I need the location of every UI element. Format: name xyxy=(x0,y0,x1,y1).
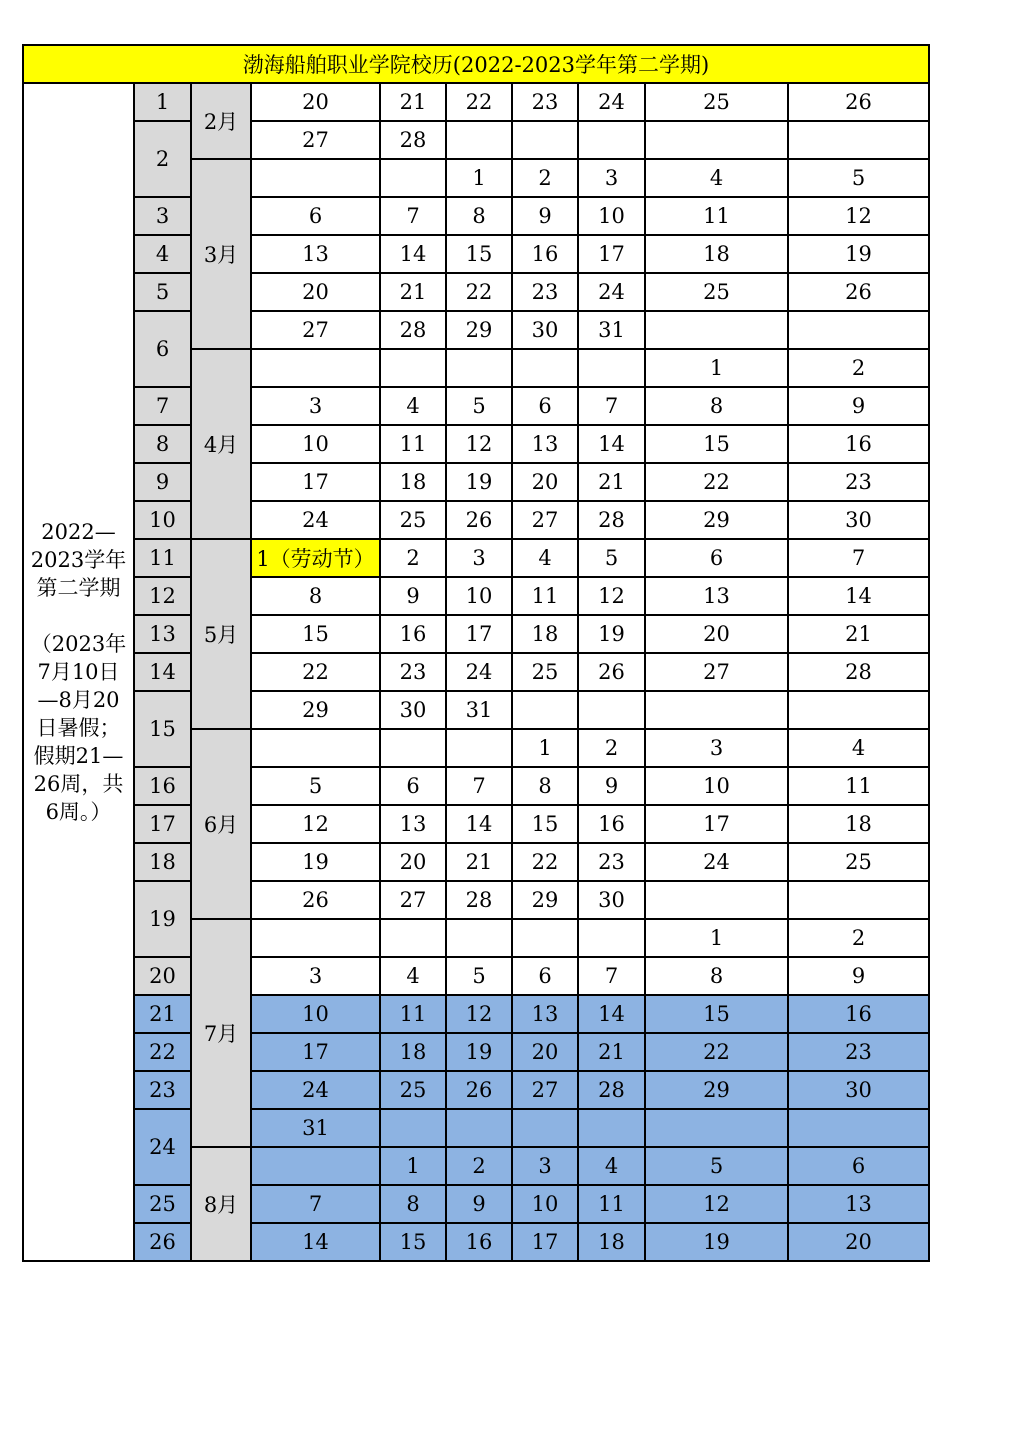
date-cell: 9 xyxy=(446,1185,512,1223)
date-cell: 15 xyxy=(380,1223,446,1261)
week-number: 11 xyxy=(134,539,191,577)
week-number: 21 xyxy=(134,995,191,1033)
week-number: 23 xyxy=(134,1071,191,1109)
weekend-date-cell: 2 xyxy=(788,349,929,387)
date-cell: 8 xyxy=(512,767,578,805)
weekend-date-cell xyxy=(788,121,929,159)
date-cell: 14 xyxy=(578,995,645,1033)
date-cell xyxy=(251,919,380,957)
calendar-title: 渤海船舶职业学院校历(2022-2023学年第二学期) xyxy=(23,45,929,83)
date-cell: 30 xyxy=(578,881,645,919)
date-cell: 22 xyxy=(251,653,380,691)
calendar-row xyxy=(23,1033,929,1071)
date-cell: 1 xyxy=(380,1147,446,1185)
weekend-date-cell: 25 xyxy=(788,843,929,881)
date-cell: 17 xyxy=(251,1033,380,1071)
date-cell: 13 xyxy=(512,995,578,1033)
date-cell xyxy=(380,919,446,957)
weekend-date-cell: 6 xyxy=(645,539,788,577)
week-number: 3 xyxy=(134,197,191,235)
weekend-date-cell: 13 xyxy=(788,1185,929,1223)
weekend-date-cell: 21 xyxy=(788,615,929,653)
week-number: 8 xyxy=(134,425,191,463)
date-cell: 10 xyxy=(446,577,512,615)
date-cell: 17 xyxy=(578,235,645,273)
weekend-date-cell: 18 xyxy=(788,805,929,843)
date-cell: 27 xyxy=(512,501,578,539)
date-cell: 25 xyxy=(512,653,578,691)
date-cell xyxy=(380,1109,446,1147)
date-cell: 26 xyxy=(446,501,512,539)
weekend-date-cell: 26 xyxy=(788,83,929,121)
calendar-row xyxy=(23,957,929,995)
week-number: 10 xyxy=(134,501,191,539)
date-cell: 6 xyxy=(380,767,446,805)
date-cell: 24 xyxy=(251,1071,380,1109)
weekend-date-cell: 12 xyxy=(645,1185,788,1223)
date-cell: 17 xyxy=(251,463,380,501)
calendar-row xyxy=(23,197,929,235)
week-number: 2 xyxy=(134,121,191,197)
week-number: 4 xyxy=(134,235,191,273)
date-cell: 19 xyxy=(251,843,380,881)
weekend-date-cell: 20 xyxy=(788,1223,929,1261)
date-cell: 10 xyxy=(578,197,645,235)
holiday-cell: 1（劳动节） xyxy=(251,539,380,577)
calendar-row xyxy=(23,1071,929,1109)
weekend-date-cell: 25 xyxy=(645,83,788,121)
date-cell: 19 xyxy=(578,615,645,653)
calendar-row xyxy=(23,881,929,919)
date-cell: 12 xyxy=(251,805,380,843)
weekend-date-cell: 23 xyxy=(788,463,929,501)
semester-note-line: （2023年 xyxy=(30,632,127,656)
date-cell xyxy=(251,1147,380,1185)
date-cell xyxy=(251,729,380,767)
date-cell: 21 xyxy=(578,463,645,501)
semester-note-line: —8月20 xyxy=(37,688,120,712)
month-label: 3月 xyxy=(191,159,251,349)
weekend-date-cell: 19 xyxy=(788,235,929,273)
date-cell: 28 xyxy=(380,311,446,349)
date-cell: 28 xyxy=(578,1071,645,1109)
date-cell: 9 xyxy=(578,767,645,805)
week-number: 16 xyxy=(134,767,191,805)
date-cell: 29 xyxy=(251,691,380,729)
date-cell: 18 xyxy=(380,463,446,501)
weekend-date-cell xyxy=(645,121,788,159)
semester-note-line: 日暑假； xyxy=(36,716,121,740)
school-calendar-table xyxy=(22,44,930,1262)
date-cell: 24 xyxy=(578,273,645,311)
calendar-row xyxy=(23,273,929,311)
date-cell: 16 xyxy=(380,615,446,653)
weekend-date-cell xyxy=(788,311,929,349)
weekend-date-cell: 20 xyxy=(645,615,788,653)
date-cell: 14 xyxy=(380,235,446,273)
date-cell: 3 xyxy=(251,387,380,425)
date-cell: 10 xyxy=(251,425,380,463)
date-cell: 24 xyxy=(251,501,380,539)
weekend-date-cell: 26 xyxy=(788,273,929,311)
weekend-date-cell: 10 xyxy=(645,767,788,805)
weekend-date-cell: 7 xyxy=(788,539,929,577)
date-cell: 22 xyxy=(446,273,512,311)
week-number: 6 xyxy=(134,311,191,387)
date-cell: 21 xyxy=(446,843,512,881)
date-cell: 2 xyxy=(512,159,578,197)
date-cell: 25 xyxy=(380,1071,446,1109)
weekend-date-cell: 15 xyxy=(645,425,788,463)
date-cell: 6 xyxy=(251,197,380,235)
date-cell: 7 xyxy=(578,957,645,995)
date-cell: 26 xyxy=(578,653,645,691)
week-number: 25 xyxy=(134,1185,191,1223)
weekend-date-cell: 15 xyxy=(645,995,788,1033)
date-cell xyxy=(512,919,578,957)
weekend-date-cell: 23 xyxy=(788,1033,929,1071)
date-cell xyxy=(578,691,645,729)
date-cell: 23 xyxy=(512,273,578,311)
date-cell: 9 xyxy=(380,577,446,615)
calendar-row xyxy=(23,691,929,729)
date-cell: 3 xyxy=(251,957,380,995)
date-cell: 10 xyxy=(512,1185,578,1223)
weekend-date-cell xyxy=(645,311,788,349)
date-cell: 14 xyxy=(251,1223,380,1261)
semester-note-line: 6周。） xyxy=(45,800,112,824)
semester-note-line: 2022— xyxy=(41,520,116,544)
date-cell: 2 xyxy=(446,1147,512,1185)
calendar-row xyxy=(23,843,929,881)
weekend-date-cell: 29 xyxy=(645,501,788,539)
weekend-date-cell: 11 xyxy=(788,767,929,805)
date-cell: 12 xyxy=(446,425,512,463)
semester-note-line: 26周，共 xyxy=(33,772,124,796)
week-number: 13 xyxy=(134,615,191,653)
weekend-date-cell xyxy=(788,691,929,729)
date-cell: 13 xyxy=(380,805,446,843)
week-number: 12 xyxy=(134,577,191,615)
date-cell: 27 xyxy=(251,121,380,159)
weekend-date-cell: 29 xyxy=(645,1071,788,1109)
date-cell: 26 xyxy=(446,1071,512,1109)
semester-note-line: 2023学年 xyxy=(30,548,127,572)
date-cell: 18 xyxy=(578,1223,645,1261)
calendar-row xyxy=(23,577,929,615)
date-cell: 7 xyxy=(380,197,446,235)
date-cell: 13 xyxy=(251,235,380,273)
weekend-date-cell: 4 xyxy=(788,729,929,767)
date-cell: 2 xyxy=(578,729,645,767)
weekend-date-cell xyxy=(788,881,929,919)
date-cell: 14 xyxy=(578,425,645,463)
date-cell xyxy=(512,1109,578,1147)
date-cell: 26 xyxy=(251,881,380,919)
week-number: 1 xyxy=(134,83,191,121)
date-cell: 5 xyxy=(446,957,512,995)
date-cell: 28 xyxy=(380,121,446,159)
date-cell: 1 xyxy=(512,729,578,767)
weekend-date-cell: 22 xyxy=(645,463,788,501)
week-number: 7 xyxy=(134,387,191,425)
calendar-row xyxy=(23,387,929,425)
date-cell: 13 xyxy=(512,425,578,463)
semester-note-line: 第二学期 xyxy=(36,576,121,600)
date-cell: 11 xyxy=(380,995,446,1033)
date-cell xyxy=(251,349,380,387)
date-cell xyxy=(380,729,446,767)
date-cell: 16 xyxy=(578,805,645,843)
date-cell: 4 xyxy=(512,539,578,577)
date-cell: 5 xyxy=(578,539,645,577)
date-cell xyxy=(446,121,512,159)
date-cell: 29 xyxy=(446,311,512,349)
weekend-date-cell xyxy=(788,1109,929,1147)
weekend-date-cell: 14 xyxy=(788,577,929,615)
date-cell xyxy=(512,691,578,729)
date-cell: 21 xyxy=(380,83,446,121)
date-cell: 15 xyxy=(251,615,380,653)
weekend-date-cell: 1 xyxy=(645,919,788,957)
date-cell: 4 xyxy=(380,387,446,425)
date-cell: 27 xyxy=(512,1071,578,1109)
month-label: 5月 xyxy=(191,539,251,729)
date-cell: 22 xyxy=(446,83,512,121)
weekend-date-cell: 27 xyxy=(645,653,788,691)
date-cell: 7 xyxy=(578,387,645,425)
date-cell: 31 xyxy=(446,691,512,729)
weekend-date-cell: 9 xyxy=(788,387,929,425)
week-number: 22 xyxy=(134,1033,191,1071)
week-number: 14 xyxy=(134,653,191,691)
calendar-row xyxy=(23,311,929,349)
date-cell: 7 xyxy=(446,767,512,805)
weekend-date-cell xyxy=(645,881,788,919)
weekend-date-cell: 30 xyxy=(788,501,929,539)
date-cell: 30 xyxy=(512,311,578,349)
weekend-date-cell: 6 xyxy=(788,1147,929,1185)
week-number: 24 xyxy=(134,1109,191,1185)
week-number: 15 xyxy=(134,691,191,767)
date-cell: 5 xyxy=(251,767,380,805)
calendar-row xyxy=(23,539,929,577)
month-label: 8月 xyxy=(191,1147,251,1261)
weekend-date-cell: 8 xyxy=(645,387,788,425)
weekend-date-cell: 2 xyxy=(788,919,929,957)
date-cell: 28 xyxy=(446,881,512,919)
calendar-row xyxy=(23,995,929,1033)
weekend-date-cell: 24 xyxy=(645,843,788,881)
date-cell xyxy=(512,121,578,159)
weekend-date-cell: 12 xyxy=(788,197,929,235)
date-cell xyxy=(578,121,645,159)
date-cell: 8 xyxy=(251,577,380,615)
date-cell: 16 xyxy=(512,235,578,273)
date-cell: 27 xyxy=(251,311,380,349)
date-cell: 3 xyxy=(578,159,645,197)
date-cell: 31 xyxy=(578,311,645,349)
date-cell: 18 xyxy=(380,1033,446,1071)
date-cell xyxy=(578,349,645,387)
weekend-date-cell: 5 xyxy=(645,1147,788,1185)
date-cell: 3 xyxy=(446,539,512,577)
spacer xyxy=(24,602,133,630)
date-cell: 16 xyxy=(446,1223,512,1261)
date-cell: 31 xyxy=(251,1109,380,1147)
date-cell: 3 xyxy=(512,1147,578,1185)
date-cell: 20 xyxy=(251,83,380,121)
date-cell: 24 xyxy=(446,653,512,691)
weekend-date-cell: 17 xyxy=(645,805,788,843)
calendar-row xyxy=(23,653,929,691)
calendar-row xyxy=(23,615,929,653)
date-cell xyxy=(446,1109,512,1147)
date-cell: 2 xyxy=(380,539,446,577)
weekend-date-cell: 16 xyxy=(788,425,929,463)
month-label: 4月 xyxy=(191,349,251,539)
weekend-date-cell: 8 xyxy=(645,957,788,995)
date-cell: 15 xyxy=(446,235,512,273)
week-number: 9 xyxy=(134,463,191,501)
date-cell: 10 xyxy=(251,995,380,1033)
weekend-date-cell: 5 xyxy=(788,159,929,197)
semester-note xyxy=(23,83,134,1261)
date-cell: 23 xyxy=(578,843,645,881)
calendar-row xyxy=(23,83,929,121)
weekend-date-cell xyxy=(645,1109,788,1147)
weekend-date-cell: 18 xyxy=(645,235,788,273)
calendar-row xyxy=(23,235,929,273)
date-cell: 8 xyxy=(380,1185,446,1223)
week-number: 19 xyxy=(134,881,191,957)
weekend-date-cell: 3 xyxy=(645,729,788,767)
date-cell: 17 xyxy=(446,615,512,653)
date-cell xyxy=(578,1109,645,1147)
calendar-row xyxy=(23,1185,929,1223)
date-cell: 9 xyxy=(512,197,578,235)
week-number: 17 xyxy=(134,805,191,843)
date-cell: 19 xyxy=(446,1033,512,1071)
date-cell xyxy=(380,159,446,197)
date-cell: 20 xyxy=(251,273,380,311)
date-cell: 1 xyxy=(446,159,512,197)
date-cell xyxy=(446,919,512,957)
date-cell: 21 xyxy=(578,1033,645,1071)
date-cell: 24 xyxy=(578,83,645,121)
date-cell: 25 xyxy=(380,501,446,539)
date-cell: 20 xyxy=(512,1033,578,1071)
calendar-row xyxy=(23,501,929,539)
month-label: 6月 xyxy=(191,729,251,919)
week-number: 20 xyxy=(134,957,191,995)
semester-note-line: 7月10日 xyxy=(37,660,120,684)
date-cell: 19 xyxy=(446,463,512,501)
weekend-date-cell xyxy=(645,691,788,729)
date-cell: 22 xyxy=(512,843,578,881)
calendar-row xyxy=(23,767,929,805)
weekend-date-cell: 13 xyxy=(645,577,788,615)
date-cell xyxy=(380,349,446,387)
calendar-row xyxy=(23,1223,929,1261)
date-cell: 21 xyxy=(380,273,446,311)
calendar-row xyxy=(23,425,929,463)
date-cell: 17 xyxy=(512,1223,578,1261)
weekend-date-cell: 4 xyxy=(645,159,788,197)
weekend-date-cell: 1 xyxy=(645,349,788,387)
date-cell: 4 xyxy=(380,957,446,995)
date-cell: 8 xyxy=(446,197,512,235)
week-number: 5 xyxy=(134,273,191,311)
date-cell xyxy=(578,919,645,957)
date-cell: 15 xyxy=(512,805,578,843)
week-number: 26 xyxy=(134,1223,191,1261)
calendar-row xyxy=(23,805,929,843)
date-cell: 23 xyxy=(512,83,578,121)
month-label: 2月 xyxy=(191,83,251,159)
weekend-date-cell: 30 xyxy=(788,1071,929,1109)
date-cell xyxy=(251,159,380,197)
date-cell: 18 xyxy=(512,615,578,653)
calendar-row xyxy=(23,121,929,159)
date-cell: 14 xyxy=(446,805,512,843)
date-cell: 6 xyxy=(512,387,578,425)
semester-note-line: 假期21— xyxy=(33,744,124,768)
date-cell: 23 xyxy=(380,653,446,691)
date-cell: 11 xyxy=(380,425,446,463)
date-cell: 4 xyxy=(578,1147,645,1185)
date-cell: 12 xyxy=(578,577,645,615)
date-cell: 7 xyxy=(251,1185,380,1223)
date-cell: 5 xyxy=(446,387,512,425)
date-cell: 12 xyxy=(446,995,512,1033)
date-cell: 11 xyxy=(578,1185,645,1223)
weekend-date-cell: 22 xyxy=(645,1033,788,1071)
date-cell: 28 xyxy=(578,501,645,539)
weekend-date-cell: 9 xyxy=(788,957,929,995)
weekend-date-cell: 25 xyxy=(645,273,788,311)
date-cell: 11 xyxy=(512,577,578,615)
date-cell: 29 xyxy=(512,881,578,919)
date-cell xyxy=(446,729,512,767)
date-cell: 6 xyxy=(512,957,578,995)
date-cell: 30 xyxy=(380,691,446,729)
week-number: 18 xyxy=(134,843,191,881)
date-cell: 20 xyxy=(380,843,446,881)
date-cell: 20 xyxy=(512,463,578,501)
calendar-row xyxy=(23,1109,929,1147)
month-label: 7月 xyxy=(191,919,251,1147)
date-cell: 27 xyxy=(380,881,446,919)
weekend-date-cell: 19 xyxy=(645,1223,788,1261)
calendar-row xyxy=(23,463,929,501)
date-cell xyxy=(512,349,578,387)
weekend-date-cell: 11 xyxy=(645,197,788,235)
weekend-date-cell: 28 xyxy=(788,653,929,691)
date-cell xyxy=(446,349,512,387)
weekend-date-cell: 16 xyxy=(788,995,929,1033)
